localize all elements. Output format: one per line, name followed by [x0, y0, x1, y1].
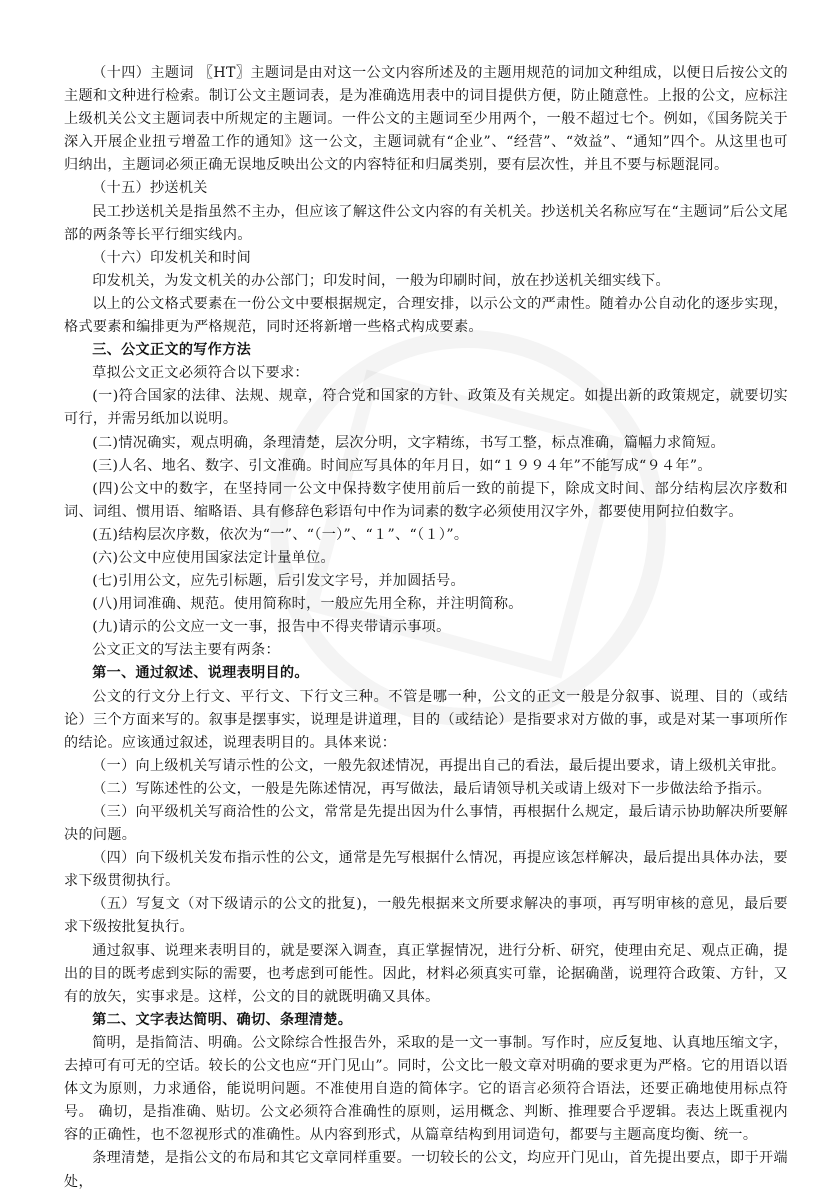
paragraph: （三）向平级机关写商洽性的公文，常常是先提出因为什么事情，再根据什么规定，最后请示协助解决所要解决的问题。 [64, 804, 788, 844]
document-body [64, 62, 788, 1194]
paragraph: 三、公文正文的写作方法 [92, 342, 252, 359]
paragraph: （四）向下级机关发布指示性的公文，通常是先写根据什么情况，再提应该怎样解决，最后提出具体办法，要求下级贯彻执行。 [64, 850, 788, 890]
paragraph: (四)公文中的数字，在坚持同一公文中保持数字使用前后一致的前提下，除成文时间、部分结构层次序数和词、词组、惯用语、缩略语、具有修辞色彩语句中作为词素的数字必须使用汉字外，都要使用阿拉伯数字。 [64, 480, 788, 520]
paragraph: （二）写陈述性的公文，一般是先陈述情况，再写做法，最后请领导机关或请上级对下一步做法给予指示。 [92, 780, 772, 797]
paragraph: (五)结构层次序数，依次为“一”、“（一）”、“１”、“（１）”。 [92, 526, 469, 543]
paragraph: （十六）印发机关和时间 [92, 249, 252, 266]
paragraph: 公文的行文分上行文、平行文、下行文三种。不管是哪一种，公文的正文一般是分叙事、说理、目的（或结论）三个方面来写的。叙事是摆事实，说理是讲道理，目的（或结论）是指要求对方做的事，或是对某一事项所作的结论。应该通过叙述，说理表明目的。具体来说： [64, 688, 788, 751]
paragraph: （十五）抄送机关 [92, 180, 208, 197]
paragraph: (六)公文中应使用国家法定计量单位。 [92, 549, 335, 566]
paragraph: 第一、通过叙述、说理表明目的。 [92, 665, 309, 682]
paragraph: 以上的公文格式要素在一份公文中要根据规定，合理安排，以示公文的严肃性。随着办公自动化的逐步实现，格式要素和编排更为严格规范，同时还将新增一些格式构成要素。 [64, 295, 788, 336]
paragraph: （五）写复文（对下级请示的公文的批复)，一般先根据来文所要求解决的事项，再写明审核的意见，最后要求下级按批复执行。 [64, 896, 788, 936]
paragraph: 条理清楚，是指公文的布局和其它文章同样重要。一切较长的公文，均应开门见山，首先提出要点，即于开端处， [64, 1150, 788, 1190]
paragraph: 草拟公文正文必须符合以下要求： [92, 365, 309, 382]
paragraph: (一)符合国家的法律、法规、规章，符合党和国家的方针、政策及有关规定。如提出新的政策规定，就要切实可行，并需另纸加以说明。 [64, 388, 788, 428]
paragraph: 印发机关，为发文机关的办公部门；印发时间，一般为印刷时间，放在抄送机关细实线下。 [92, 272, 670, 289]
paragraph: (七)引用公文，应先引标题，后引发文字号，并加圆括号。 [92, 573, 465, 590]
paragraph: 通过叙事、说理来表明目的，就是要深入调查，真正掌握情况，进行分析、研究，使理由充足、观点正确，提出的目的既考虑到实际的需要，也考虑到可能性。因此，材料必须真实可靠，论据确凿，说理符合政策、方针，又有的放矢，实事求是。这样，公文的目的就既明确又具体。 [64, 942, 788, 1005]
paragraph: (二)情况确实，观点明确，条理清楚，层次分明，文字精练，书写工整，标点准确，篇幅力求简短。 [92, 434, 725, 451]
paragraph: (三)人名、地名、数字、引文准确。时间应写具体的年月日，如“１９９４年”不能写成“９４年”。 [92, 457, 712, 474]
paragraph: (九)请示的公文应一文一事，报告中不得夹带请示事项。 [92, 619, 451, 636]
paragraph: 第二、文字表达简明、确切、条理清楚。 [92, 1011, 353, 1028]
paragraph: (八)用词准确、规范。使用简称时，一般应先用全称，并注明简称。 [92, 596, 523, 613]
paragraph: （一）向上级机关写请示性的公文，一般先叙述情况，再提出自己的看法，最后提出要求，请上级机关审批。 [92, 757, 786, 774]
paragraph: 公文正文的写法主要有两条： [92, 642, 280, 659]
paragraph: （十四）主题词 〖HT〗主题词是由对这一公文内容所述及的主题用规范的词加文种组成，以便日后按公文的主题和文种进行检索。制订公文主题词表，是为准确选用表中的词目提供方便，防止随意性。上报的公文，应标注上级机关公文主题词表中所规定的主题词。一件公文的主题词至少用两个，一般不超过七个。例如，《国务院关于深入开展企业扭亏增盈工作的通知》这一公文，主题词就有“企业”、“经营”、“效益”、“通知”四个。从这里也可归纳出，主题词必须正确无误地反映出公文的内容特征和归属类别，要有层次性，并且不要与标题混同。 [64, 65, 788, 174]
paragraph: 民工抄送机关是指虽然不主办，但应该了解这件公文内容的有关机关。抄送机关名称应写在“主题词”后公文尾部的两条等长平行细实线内。 [64, 203, 788, 243]
paragraph: 简明，是指简洁、明确。公文除综合性报告外，采取的是一文一事制。写作时，应反复地、认真地压缩文字，去掉可有可无的空话。较长的公文也应“开门见山”。同时，公文比一般文章对明确的要求更为严格。它的用语以语体文为原则，力求通俗，能说明问题。不准使用自造的简体字。它的语言必须符合语法，还要正确地使用标点符号。 确切，是指准确、贴切。公文必须符合准确性的原则，运用概念、判断、推理要合乎逻辑。表达上既重视内容的正确性，也不忽视形式的准确性。从内容到形式，从篇章结构到用词造句，都要与主题高度均衡、统一。 [64, 1034, 788, 1144]
